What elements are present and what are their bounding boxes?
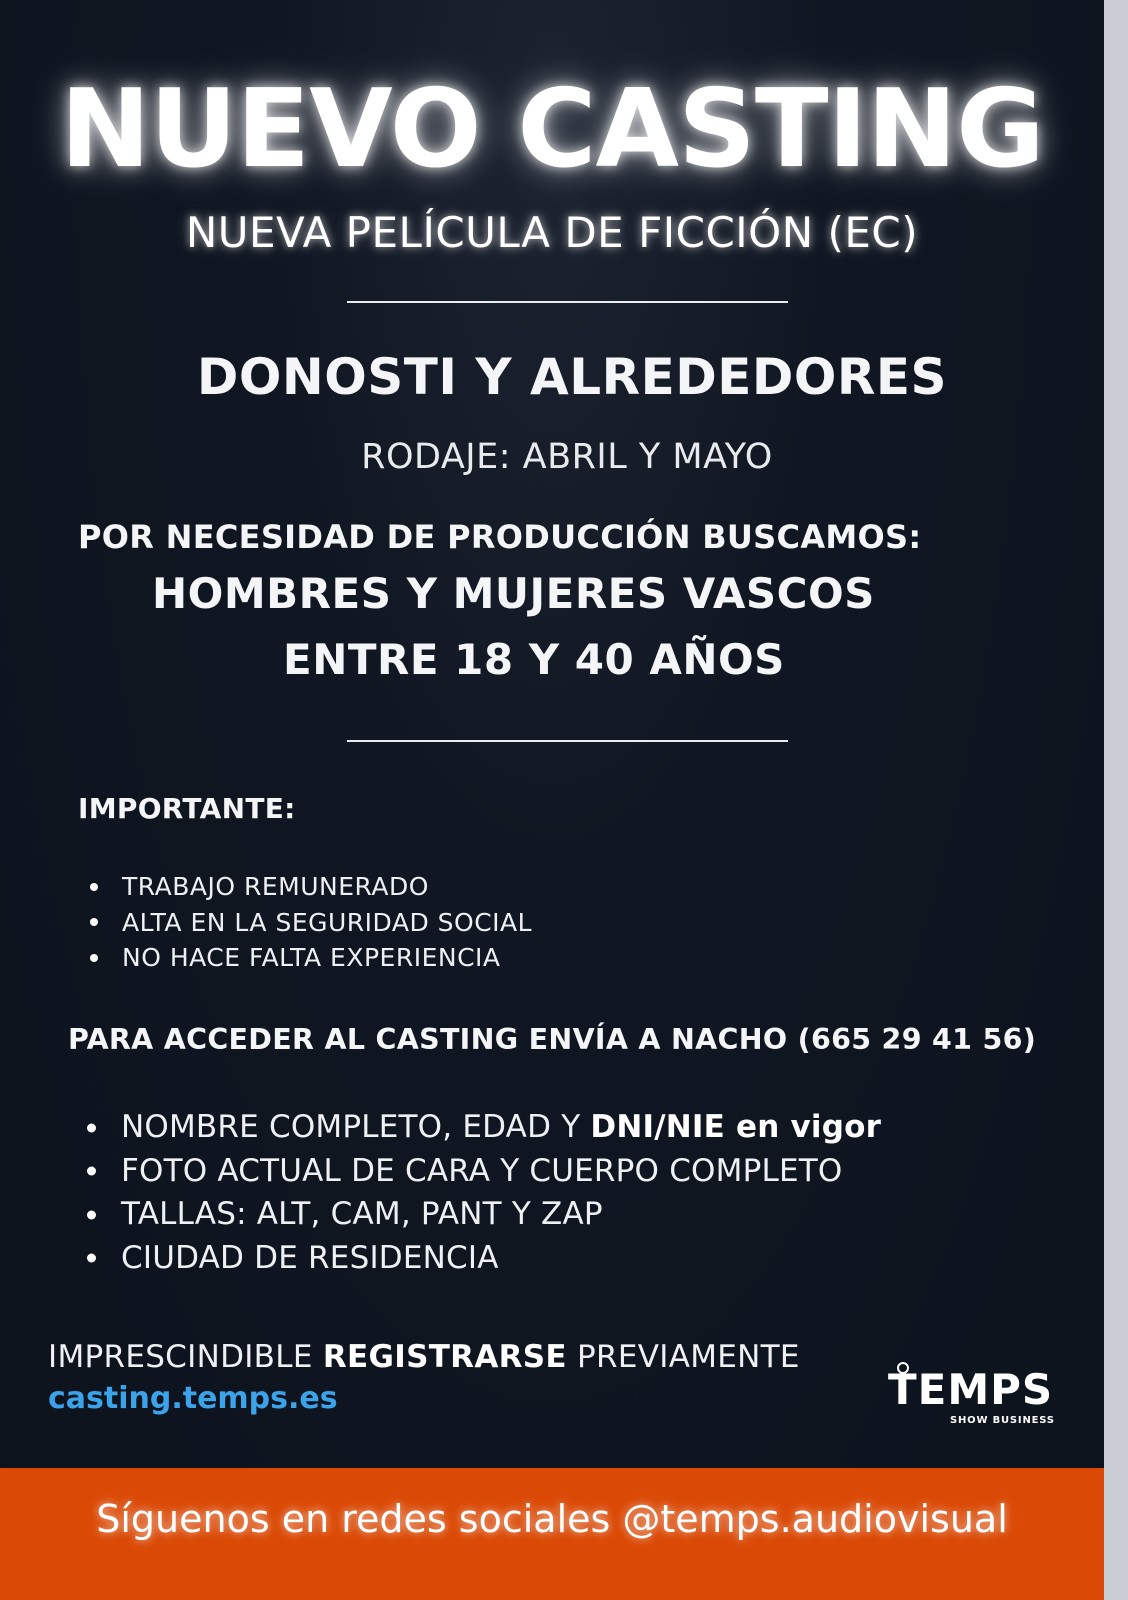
bullet-icon [87, 1210, 96, 1219]
location-heading: DONOSTI Y ALREDEDORES [196, 348, 948, 406]
poster-subtitle: NUEVA PELÍCULA DE FICCIÓN (EC) [185, 208, 919, 257]
bullet-icon [87, 1167, 96, 1176]
bullet-icon [90, 883, 98, 891]
seeking-age-range: ENTRE 18 Y 40 AÑOS [283, 635, 785, 684]
logo-tagline: SHOW BUSINESS [950, 1415, 1055, 1426]
social-handle-text: Síguenos en redes sociales @temps.audiovisual [96, 1497, 1008, 1541]
bullet-icon [87, 1123, 96, 1132]
registration-notice: IMPRESCINDIBLE REGISTRARSE PREVIAMENTE [48, 1339, 800, 1375]
list-item: FOTO ACTUAL DE CARA Y CUERPO COMPLETO [87, 1150, 881, 1194]
list-item: TRABAJO REMUNERADO [78, 869, 532, 905]
temps-logo [886, 1362, 1066, 1432]
divider-top [347, 301, 788, 303]
list-item: NOMBRE COMPLETO, EDAD Y DNI/NIE en vigor [87, 1106, 881, 1150]
logo-wordmark: TEMPS [888, 1365, 1054, 1414]
bullet-icon [90, 918, 98, 926]
list-item: CIUDAD DE RESIDENCIA [87, 1237, 881, 1281]
bullet-icon [90, 954, 98, 962]
important-list [78, 869, 532, 976]
social-footer [0, 1468, 1104, 1600]
list-item: ALTA EN LA SEGURIDAD SOCIAL [78, 905, 532, 941]
bullet-icon [87, 1254, 96, 1263]
shooting-dates: RODAJE: ABRIL Y MAYO [361, 437, 773, 477]
divider-bottom [347, 740, 788, 742]
list-item: NO HACE FALTA EXPERIENCIA [78, 940, 532, 976]
requirements-list [87, 1106, 881, 1280]
seeking-profile: HOMBRES Y MUJERES VASCOS [152, 569, 875, 618]
casting-website-link[interactable]: casting.temps.es [48, 1381, 338, 1416]
seeking-intro: POR NECESIDAD DE PRODUCCIÓN BUSCAMOS: [78, 518, 922, 556]
list-item: TALLAS: ALT, CAM, PANT Y ZAP [87, 1193, 881, 1237]
poster-title: NUEVO CASTING [60, 67, 1044, 192]
apply-instructions: PARA ACCEDER AL CASTING ENVÍA A NACHO (665 29 41 56) [68, 1023, 1037, 1056]
important-heading: IMPORTANTE: [78, 792, 296, 825]
